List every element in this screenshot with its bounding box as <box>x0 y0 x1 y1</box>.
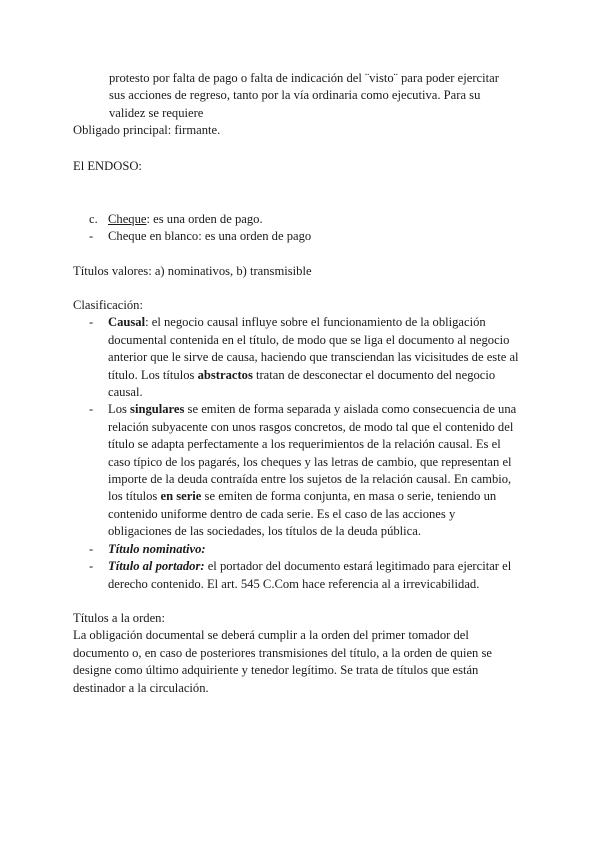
list-marker: - <box>89 229 94 244</box>
intro-line: protesto por falta de pago o falta de indicación del ¨visto¨ para poder ejercitar <box>109 71 499 85</box>
list-item <box>73 558 522 593</box>
list-marker: - <box>89 315 94 330</box>
causal-text-end: tratan de desconectar el documento del negocio causal. <box>108 367 496 400</box>
cheque-term: Cheque <box>108 212 147 226</box>
nominativo-term: Título nominativo: <box>108 541 206 556</box>
singulares-text: se emiten de forma separada y aislada como consecuencia de una relación subyacente con unos rasgos concretos, de modo tal que el contenido del título se adapta perfectamente a los requerimientos de la relación causal. Es el caso típico de los pagarés, los cheques y las letras de cambio, que representan el importe de la deuda contraída entre los sujetos de la relación causal. En cambio, los títulos <box>108 402 517 504</box>
list-item <box>73 211 522 228</box>
list-item <box>73 314 522 401</box>
orden-section <box>73 610 522 697</box>
orden-heading: Títulos a la orden: <box>73 611 165 625</box>
en-serie-text: se emiten de forma conjunta, en masa o serie, teniendo un contenido uniforme dentro de cada serie. Es el caso de las acciones y obligaciones de las sociedades, los títulos de la deuda pública. <box>108 489 497 539</box>
list-marker: - <box>89 559 94 574</box>
titulos-valores <box>73 263 522 280</box>
singulares-term: singulares <box>130 402 185 417</box>
singulares-pre: Los <box>108 402 131 417</box>
orden-paragraph: La obligación documental se deberá cumplir a la orden del primer tomador del documento o, en caso de posteriores transmisiones del título, a la orden de quien se designe como último adquiriente y tenedor legítimo. Se trata de títulos que están destinador a la circulación. <box>73 628 492 695</box>
list-marker: - <box>89 541 94 556</box>
titulos-valores-text: Títulos valores: a) nominativos, b) transmisible <box>73 264 312 278</box>
list-item <box>73 541 522 558</box>
abstractos-term: abstractos <box>197 367 253 382</box>
intro-line: sus acciones de regreso, tanto por la vía ordinaria como ejecutiva. Para su <box>109 88 481 103</box>
causal-text: : el negocio causal influye sobre el funcionamiento de la obligación documental contenida en el título, de modo que se liga el documento al negocio anterior que le sirve de causa, haciendo que transciendan las vicisitudes de este al título. Los títulos <box>108 315 519 382</box>
intro-line: validez se requiere <box>109 105 204 120</box>
endoso-heading-text: El ENDOSO: <box>73 159 142 173</box>
clasificacion-section <box>73 297 522 593</box>
list-marker: - <box>89 402 94 417</box>
cheque-list <box>73 211 522 246</box>
endoso-heading <box>73 158 522 175</box>
obligado-line: Obligado principal: firmante. <box>73 123 221 138</box>
intro-paragraph <box>73 70 522 140</box>
causal-term: Causal <box>108 315 146 330</box>
en-serie-term: en serie <box>160 489 202 504</box>
cheque-blanco-text: Cheque en blanco: es una orden de pago <box>108 229 312 244</box>
list-item <box>73 228 522 245</box>
list-item <box>73 401 522 540</box>
portador-term: Título al portador: <box>108 559 205 574</box>
list-marker: c. <box>89 212 98 226</box>
cheque-text: : es una orden de pago. <box>146 212 263 226</box>
clasificacion-heading: Clasificación: <box>73 298 143 312</box>
portador-text: el portador del documento estará legitimado para ejercitar el derecho contenido. El art. 545 C.Com hace referencia al a irrevicabilidad. <box>108 559 512 591</box>
